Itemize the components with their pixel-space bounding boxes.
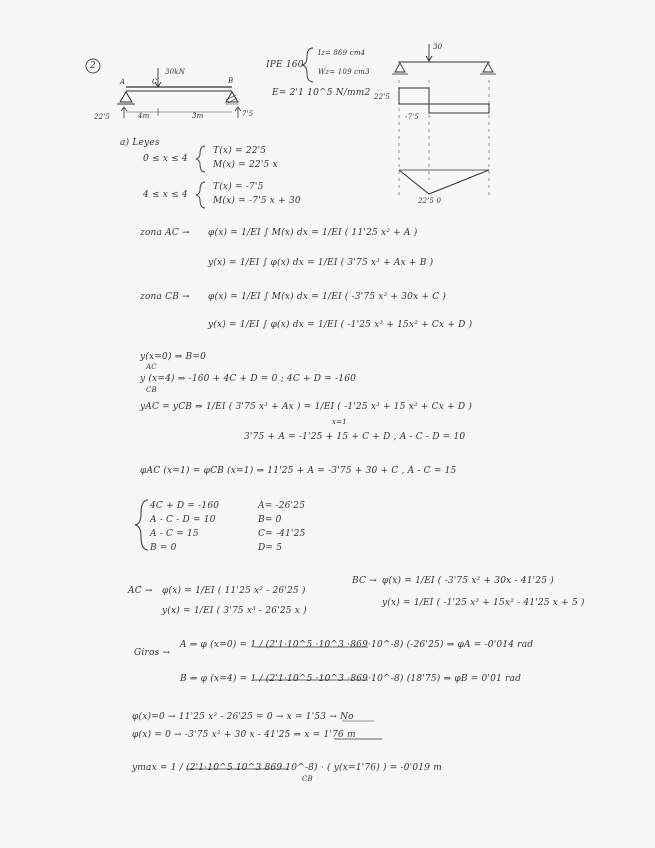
shear-law-1: T(x) = 22'5 [213, 146, 267, 156]
system-eq-1: 4C + D = -160 [150, 501, 220, 511]
problem-number: 2 [90, 61, 96, 71]
result-bc-y: y(x) = 1/EI ( -1'25 x³ + 15x² - 41'25 x + 5 ) [382, 598, 585, 608]
giros-label: Giros → [134, 648, 171, 658]
section-a-label: a) Leyes [120, 138, 160, 148]
iz-value: Iz= 869 cm4 [318, 49, 366, 57]
point-b-label: B [228, 77, 234, 85]
max-line-3-sub: CB [302, 775, 313, 783]
side-load-label: 30 [433, 43, 443, 51]
condition-1: y(x=0) ⇒ B=0 [140, 352, 206, 362]
giro-a: A ⇒ φ (x=0) = 1 / (2'1·10^5 ·10^3 ·869·10^-8) (-26'25) ⇒ φA = -0'014 rad [180, 640, 534, 650]
point-a-label: A [120, 78, 126, 86]
solution-d: D= 5 [258, 543, 283, 553]
result-bc-phi: φ(x) = 1/EI ( -3'75 x² + 30x - 41'25 ) [382, 576, 554, 586]
span-left: 4m [138, 112, 150, 120]
giro-b: B ⇒ φ (x=4) = 1 / (2'1·10^5 ·10^3 ·869·10^-8) (18'75) ⇒ φB = 0'01 rad [180, 674, 522, 684]
solution-b: B= 0 [258, 515, 282, 525]
system-eq-4: B = 0 [150, 543, 177, 553]
zona-cb-label: zona CB → [140, 292, 190, 302]
moment-value: 22'5 0 [418, 197, 442, 205]
condition-1-sub: AC [146, 363, 157, 371]
zona-ac-y: y(x) = 1/EI ∫ φ(x) dx = 1/EI ( 3'75 x³ + Ax + B ) [208, 258, 434, 268]
zona-cb-y: y(x) = 1/EI ∫ φ(x) dx = 1/EI ( -1'25 x³ + 15x² + Cx + D ) [208, 320, 473, 330]
solution-a: A= -26'25 [258, 501, 306, 511]
result-bc-label: BC → [352, 576, 377, 586]
result-ac-label: AC → [128, 586, 153, 596]
condition-4: φAC (x=1) = φCB (x=1) ⇒ 11'25 + A = -3'75 + 30 + C , A - C = 15 [140, 466, 457, 476]
condition-3a: yAC = yCB ⇒ 1/EI ( 3'75 x³ + Ax ) = 1/EI ( -1'25 x³ + 15 x² + Cx + D ) [140, 402, 473, 412]
condition-2-sub: CB [146, 386, 157, 394]
result-ac-y: y(x) = 1/EI ( 3'75 x³ - 26'25 x ) [162, 606, 307, 616]
result-ac-phi: φ(x) = 1/EI ( 11'25 x² - 26'25 ) [162, 586, 306, 596]
wz-value: Wz= 109 cm3 [318, 68, 370, 76]
condition-3-x: x=1 [332, 418, 347, 426]
range-2: 4 ≤ x ≤ 4 [143, 190, 188, 200]
condition-2: y (x=4) ⇒ -160 + 4C + D = 0 ; 4C + D = -160 [140, 374, 357, 384]
max-line-1: φ(x)=0 → 11'25 x² - 26'25 = 0 → x = 1'53 → No [132, 712, 354, 722]
reaction-right: 7'5 [242, 110, 254, 118]
max-line-3: ymax = 1 / (2'1·10^5 10^3 869 10^-8) · ( y(x=1'76) ) = -0'019 m [132, 763, 442, 773]
span-right: 3m [192, 112, 204, 120]
point-c-label: C [152, 78, 158, 86]
system-eq-3: A - C = 15 [150, 529, 199, 539]
zona-ac-label: zona AC → [140, 228, 190, 238]
reaction-left: 22'5 [94, 113, 111, 121]
zona-ac-phi: φ(x) = 1/EI ∫ M(x) dx = 1/EI ( 11'25 x² + A ) [208, 228, 418, 238]
profile-label: IPE 160 [266, 60, 304, 70]
zona-cb-phi: φ(x) = 1/EI ∫ M(x) dx = 1/EI ( -3'75 x² + 30x + C ) [208, 292, 447, 302]
load-label: 30kN [165, 68, 186, 76]
shear-negative: -7'5 [405, 113, 419, 121]
shear-positive: 22'5 [374, 93, 391, 101]
moment-law-2: M(x) = -7'5 x + 30 [213, 196, 301, 206]
condition-3b: 3'75 + A = -1'25 + 15 + C + D , A - C - D = 10 [244, 432, 466, 442]
solution-c: C= -41'25 [258, 529, 306, 539]
range-1: 0 ≤ x ≤ 4 [143, 154, 188, 164]
shear-law-2: T(x) = -7'5 [213, 182, 264, 192]
max-line-2: φ(x) = 0 → -3'75 x² + 30 x - 41'25 ⇒ x = 1'76 m [132, 730, 356, 740]
modulus-value: E= 2'1 10^5 N/mm2 [272, 88, 371, 98]
system-eq-2: A - C - D = 10 [150, 515, 216, 525]
moment-law-1: M(x) = 22'5 x [213, 160, 278, 170]
